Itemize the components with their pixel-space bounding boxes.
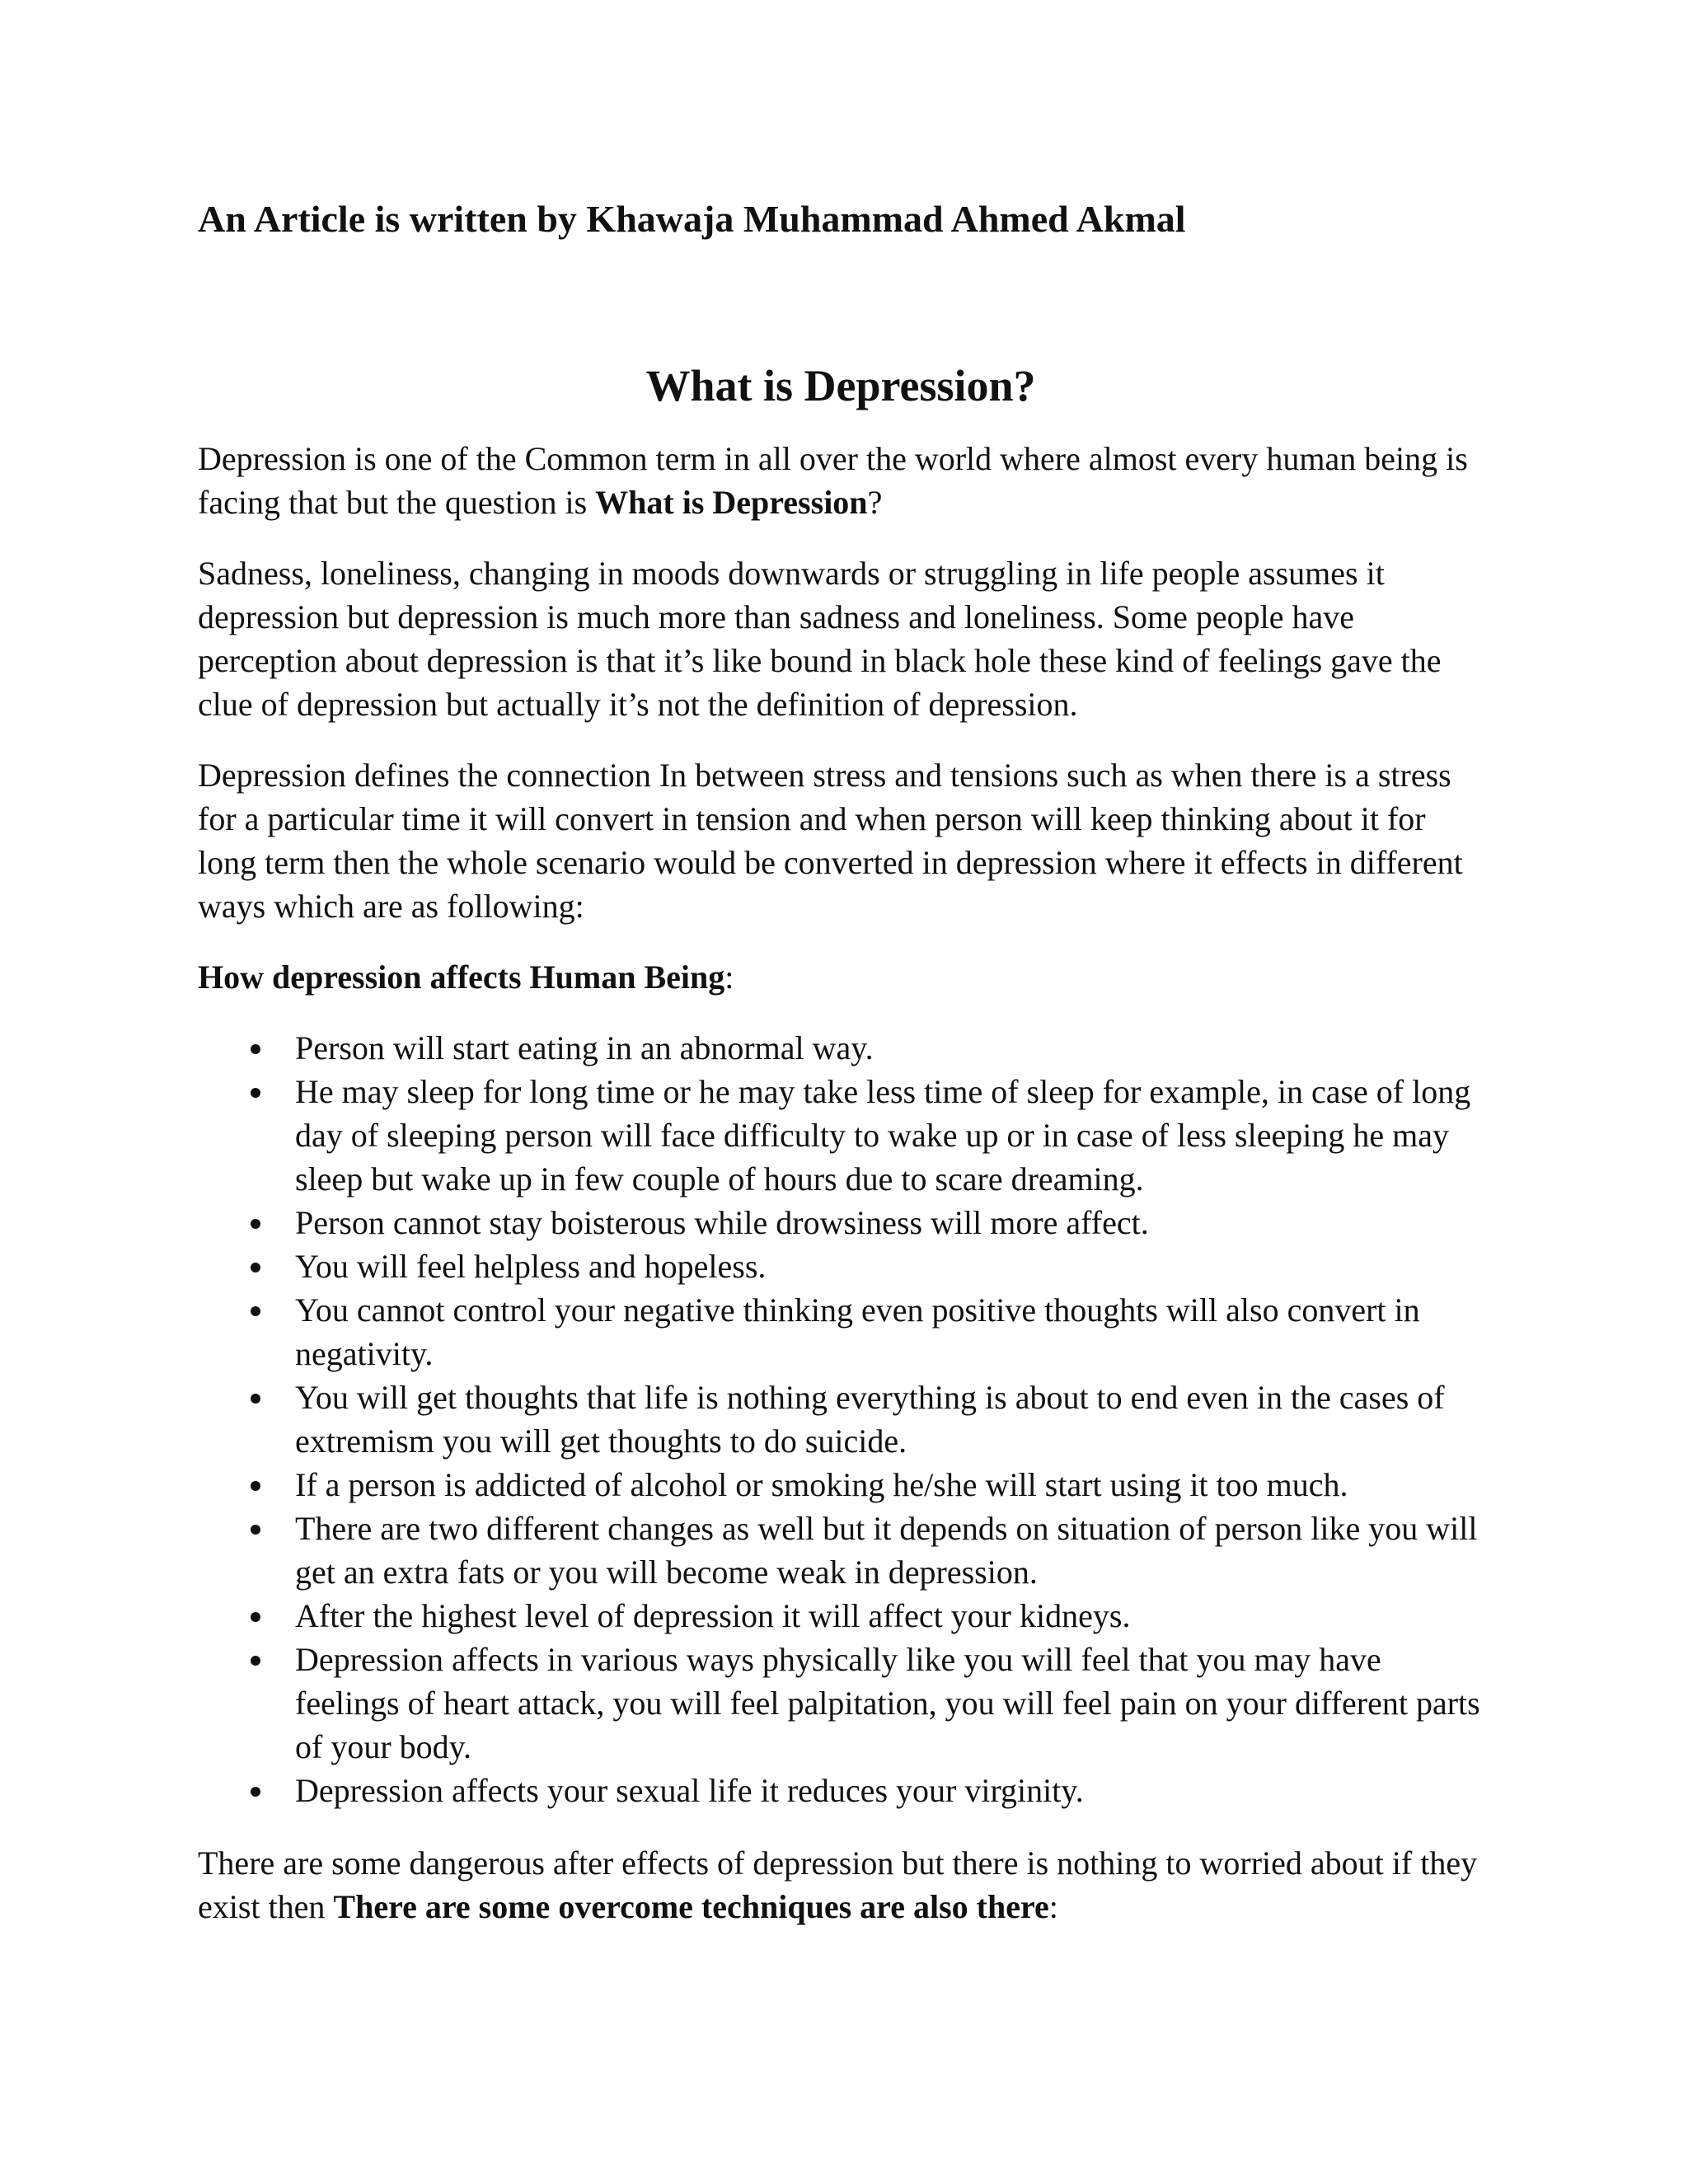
intro-text-end: ? [867,484,883,521]
article-body [198,437,1484,1956]
bullet-icon [251,1481,260,1491]
bullet-icon [251,1263,260,1272]
effects-list-item [198,1026,1484,1070]
effects-list-item [198,1376,1484,1463]
bullet-icon [251,1656,260,1666]
definition-paragraph: Depression defines the connection In between stress and tensions such as when there is a stress for a particular time it will convert in tension and when person will keep thinking about it for long term then the whole scenario would be converted in depression where it effects in different ways which are as following: [198,757,1463,925]
effects-list-item-text: Person cannot stay boisterous while drowsiness will more affect. [295,1204,1149,1241]
effects-list-item [198,1769,1484,1812]
effects-list-item [198,1244,1484,1288]
article-title: What is Depression? [645,361,1036,410]
effects-list-item [198,1507,1484,1594]
effects-heading [198,955,1484,999]
effects-list-item [198,1288,1484,1376]
bullet-icon [251,1525,260,1535]
effects-list-item-text: You cannot control your negative thinking even positive thoughts will also convert in negativity. [295,1291,1420,1372]
effects-list-item-text: Depression affects your sexual life it reduces your virginity. [295,1772,1084,1809]
bullet-icon [251,1088,260,1098]
intro-bold-text: What is Depression [595,484,868,521]
effects-list-item-text: If a person is addicted of alcohol or smoking he/she will start using it too much. [295,1466,1348,1503]
bullet-icon [251,1787,260,1797]
effects-list-item [198,1463,1484,1507]
effects-list-item [198,1594,1484,1638]
closing-text-end: : [1048,1888,1058,1925]
effects-list-item-text: There are two different changes as well but it depends on situation of person like you will get an extra fats or you will become weak in depression. [295,1510,1478,1591]
bullet-icon [251,1612,260,1622]
effects-heading-colon: : [724,958,734,996]
effects-list-item-text: After the highest level of depression it will affect your kidneys. [295,1597,1131,1634]
article-byline: An Article is written by Khawaja Muhammad Ahmed Akmal [198,198,1186,240]
closing-paragraph [198,1841,1484,1929]
effects-list-item-text: You will feel helpless and hopeless. [295,1248,767,1285]
effects-heading-bold: How depression affects Human Being [198,958,725,996]
intro-paragraph [198,437,1484,524]
effects-list-item [198,1201,1484,1244]
intro-text: Depression is one of the Common term in all over the world where almost every human being is facing that but the question is [198,440,1468,521]
bullet-icon [251,1044,260,1054]
effects-list-item-text: He may sleep for long time or he may take less time of sleep for example, in case of long day of sleeping person will face difficulty to wake up or in case of less sleeping he may sleep but wake up in few couple of hours due to scare dreaming. [295,1073,1471,1197]
effects-list [198,1026,1484,1812]
sadness-paragraph: Sadness, loneliness, changing in moods downwards or struggling in life people assumes it depression but depression is much more than sadness and loneliness. Some people have perception about depression is that it’s like bound in black hole these kind of feelings gave the clue of depression but actually it’s not the definition of depression. [198,555,1442,723]
effects-list-item-text: Person will start eating in an abnormal way. [295,1029,874,1066]
effects-list-item-text: You will get thoughts that life is nothing everything is about to end even in the cases of extremism you will get thoughts to do suicide. [295,1379,1445,1460]
closing-bold-text: There are some overcome techniques are also there [333,1888,1049,1925]
bullet-icon [251,1219,260,1229]
effects-list-item-text: Depression affects in various ways physically like you will feel that you may have feelings of heart attack, you will feel palpitation, you will feel pain on your different parts of your body. [295,1641,1480,1765]
effects-list-item [198,1070,1484,1201]
bullet-icon [251,1394,260,1404]
effects-list-item [198,1638,1484,1769]
closing-text: There are some dangerous after effects of depression but there is nothing to worried about if they exist then [198,1844,1478,1925]
bullet-icon [251,1306,260,1316]
